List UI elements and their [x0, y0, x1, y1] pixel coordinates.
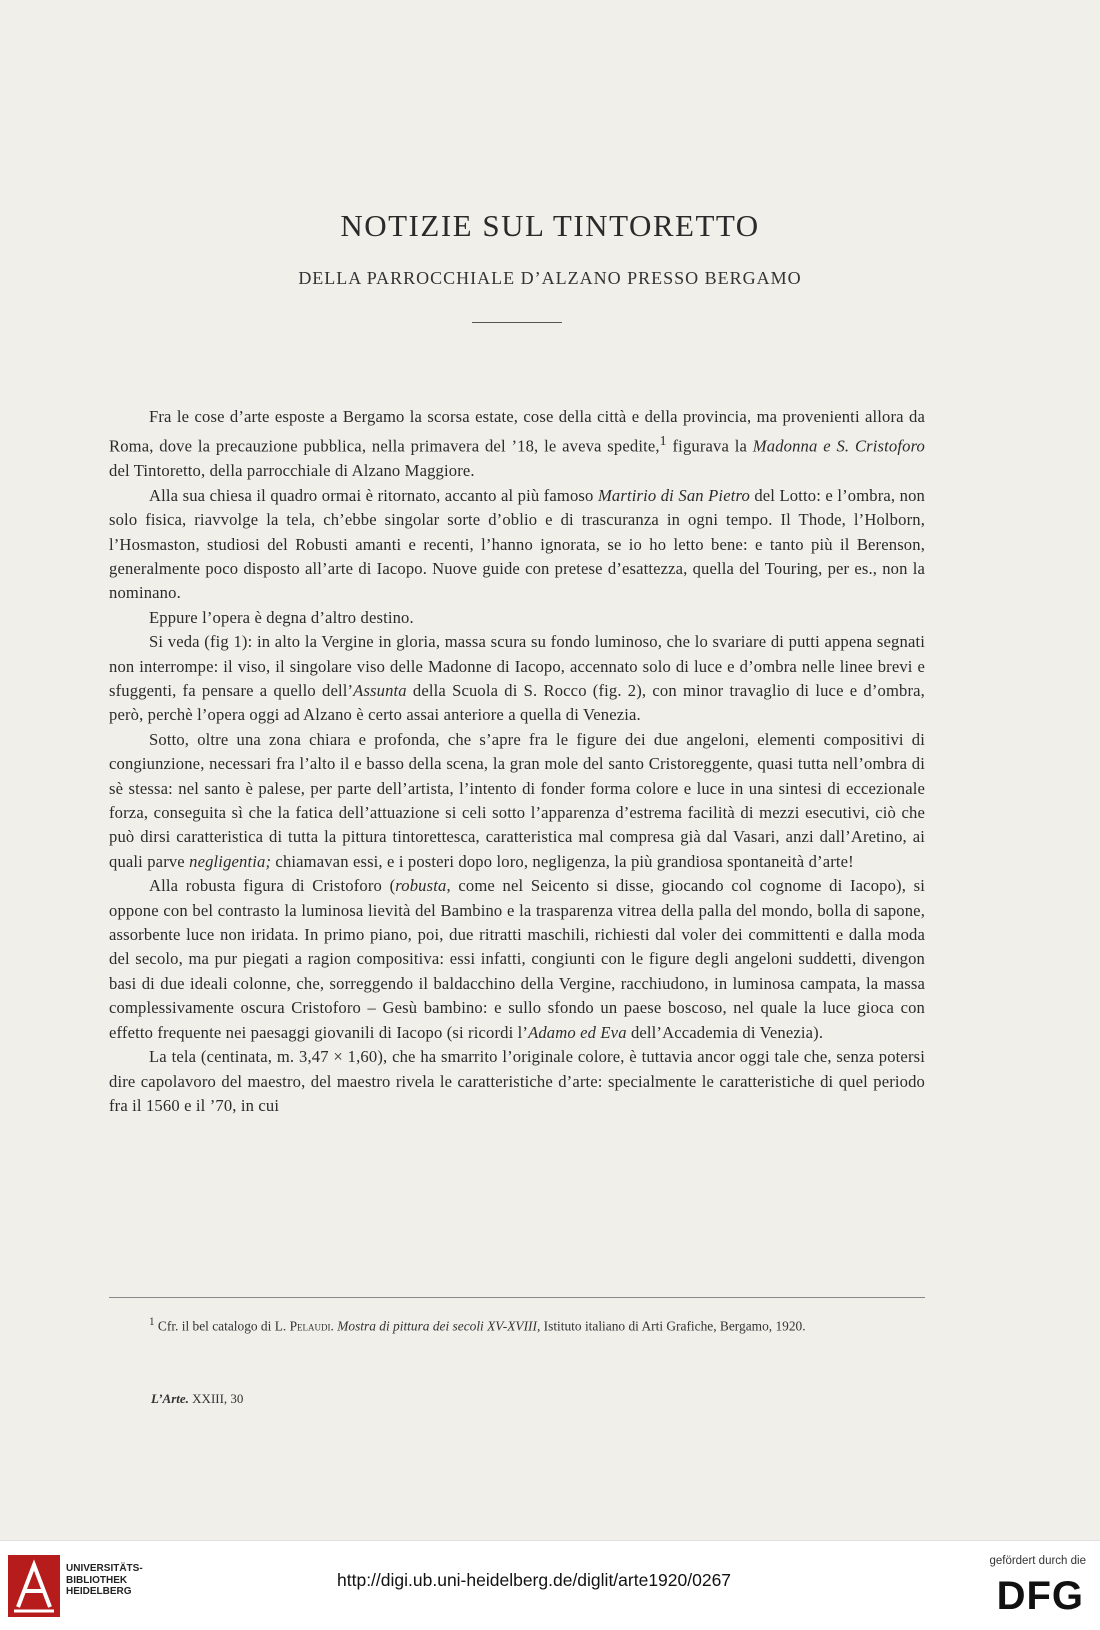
- footnote-divider: [109, 1297, 925, 1298]
- paragraph: [109, 405, 925, 484]
- university-library-logo-icon: [8, 1555, 60, 1617]
- library-name: [66, 1563, 143, 1598]
- text-run: Pelaudi: [289, 1318, 331, 1334]
- library-line-3: HEIDELBERG: [66, 1586, 132, 1597]
- funded-by-label: gefördert durch die: [989, 1555, 1086, 1567]
- text-run: , Istituto italiano di Arti Grafiche, Bergamo, 1920.: [536, 1318, 806, 1334]
- text-run: , come nel Seicento si disse, giocando col cognome di Iacopo), si oppone con bel contrasto la luminosa lievità del Bambino e la trasparenza vitrea della palla del mondo, bolla di sapone, assorbente luce non iridata. In primo piano, poi, due ritratti maschili, richiesti dal voler dei committenti e dalla moda del secolo, ma pur piegati a ragion compositiva: essi infatti, congiunti con le figure degli angeloni suddetti, divengon basi di due ideali colonne, che, sorreggendo il baldacchino della Vergine, racchiudono, in luminosa campata, la massa complessivamente oscura Cristoforo – Gesù bambino: e sullo sfondo un paese boscoso, nel quale la luce gioca con effetto frequente nei paesaggi giovanili di Iacopo (si ricordi l’: [109, 876, 925, 1042]
- text-run: del Lotto: e l’ombra, non solo fisica, riavvolge la tela, ch’ebbe singolar sorte d’oblio e di trascuranza in ogni tempo. Il Thode, l’Holborn, l’Hosmaston, studiosi del Robusti amanti e recenti, l’hanno ignorata, se io ho letto bene: e tanto più il Berenson, generalmente poco disposto all’arte di Iacopo. Nuove guide con pretese d’esattezza, quella del Touring, per es., non la nominano.: [109, 485, 925, 603]
- paragraph: [109, 606, 925, 630]
- paragraph: [109, 1045, 925, 1118]
- text-run: dell’Accademia di Venezia).: [626, 1022, 824, 1042]
- text-run: figurava la: [666, 436, 753, 456]
- permalink-url[interactable]: http://digi.ub.uni-heidelberg.de/diglit/arte1920/0267: [337, 1570, 732, 1590]
- text-run: .: [330, 1318, 338, 1334]
- library-line-2: BIBLIOTHEK: [66, 1574, 128, 1586]
- footnote: [109, 1312, 925, 1336]
- text-run: Eppure l’opera è degna d’altro destino.: [149, 607, 414, 627]
- italic-title: Martirio di San Pietro: [597, 485, 750, 505]
- page-signature: [151, 1391, 243, 1407]
- text-run: Sotto, oltre una zona chiara e profonda, che s’apre fra le figure dei due angeloni, elementi compositivi di congiunzione, necessari fra l’alto il e basso della scena, la gran mole del santo Cristoreggente, quasi tutta nell’ombra di sè stessa: nel santo è palese, per parte dell’artista, l’intento di fonder forma colore e luce in una sintesi di eccezionale forza, conseguita sì che la fatica dell’attuazione si celi sotto l’apparenza d’estrema facilità di mezzi esecutivi, ciò che può dirsi caratteristica di tutta la pittura tintorettesca, caratteristica mal compresa già dal Vasari, anzi dall’Aretino, ai quali parve: [109, 729, 925, 871]
- text-run: Alla robusta figura di Cristoforo (: [149, 876, 396, 896]
- text-run: della Scuola di S. Rocco (fig. 2), con minor travaglio di luce e d’ombra, però, perchè l’opera oggi ad Alzano è certo assai anteriore a quella di Venezia.: [109, 681, 925, 725]
- italic-title: Mostra di pittura dei secoli XV-XVIII: [337, 1318, 537, 1334]
- text-run: del Tintoretto, della parrocchiale di Alzano Maggiore.: [109, 461, 475, 481]
- text-run: chiamavan essi, e i posteri dopo loro, negligenza, la più grandiosa spontaneità d’arte!: [271, 851, 854, 871]
- journal-name: L’Arte.: [151, 1391, 189, 1406]
- footnote-marker: 1: [659, 433, 667, 449]
- italic-title: negligentia;: [189, 851, 272, 871]
- text-run: Si veda (fig 1): in alto la Vergine in gloria, massa scura su fondo luminoso, che lo svariare di putti appena segnati non interrompe: il viso, il singolare viso delle Madonne di Iacopo, accennato solo di luce e d’ombra nelle linee brevi e sfuggenti, fa pensare a quello dell’: [109, 632, 925, 700]
- text-run: Fra le cose d’arte esposte a Bergamo la scorsa estate, cose della città e della provincia, ma provenienti allora da Roma, dove la precauzione pubblica, nella primavera del ’18, le aveva spedite,: [109, 407, 925, 456]
- text-run: Alla sua chiesa il quadro ormai è ritornato, accanto al più famoso: [149, 485, 598, 505]
- dfg-logo: DFG: [996, 1574, 1084, 1618]
- title-divider: [472, 322, 562, 323]
- paragraph: [109, 874, 925, 1045]
- text-run: Cfr. il bel catalogo di L.: [154, 1318, 290, 1334]
- paragraph: [109, 484, 925, 606]
- footnote-marker: 1: [149, 1316, 155, 1328]
- italic-title: robusta: [395, 876, 447, 896]
- viewer-footer: [0, 1540, 1100, 1630]
- paragraph: [109, 728, 925, 874]
- article-title: NOTIZIE SUL TINTORETTO: [340, 208, 760, 243]
- italic-title: Assunta: [353, 681, 407, 700]
- article-subtitle: DELLA PARROCCHIALE D’ALZANO PRESSO BERGAMO: [298, 268, 802, 288]
- volume-number: XXIII, 30: [192, 1391, 244, 1406]
- library-line-1: UNIVERSITÄTS-: [66, 1563, 143, 1574]
- italic-title: Madonna e S. Cristoforo: [752, 436, 926, 456]
- italic-title: Adamo ed Eva: [528, 1022, 627, 1042]
- paragraph: [109, 630, 925, 728]
- text-run: La tela (centinata, m. 3,47 × 1,60), che ha smarrito l’originale colore, è tuttavia ancor oggi tale che, senza potersi dire capolavoro del maestro, del maestro rivela le caratteristiche d’arte: specialmente le caratteristiche di quel periodo fra il 1560 e il ’70, in cui: [109, 1047, 925, 1115]
- article-body: [109, 405, 925, 1118]
